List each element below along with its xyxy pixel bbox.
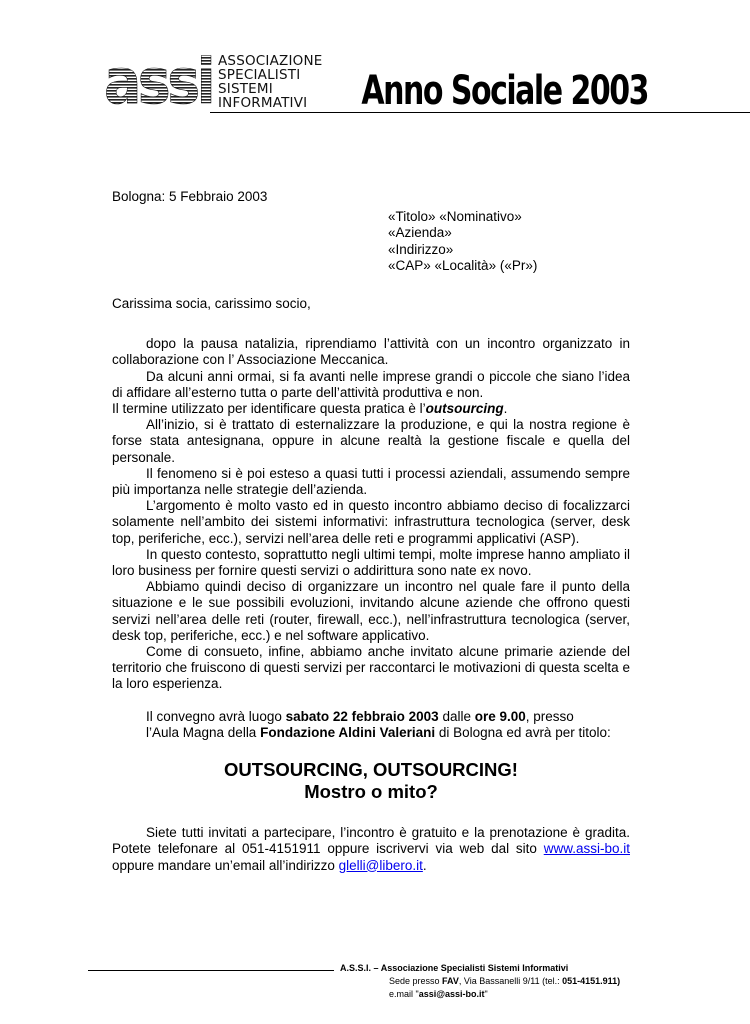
footer-sep: – xyxy=(371,963,381,973)
letterhead xyxy=(100,40,660,120)
event-text: di Bologna ed avrà per titolo: xyxy=(435,724,611,740)
emphasis-outsourcing: outsourcing xyxy=(425,401,504,417)
logo-line: ASSOCIAZIONE xyxy=(218,53,323,69)
footer-phone: 051-4151.911) xyxy=(562,976,621,986)
footer xyxy=(340,962,620,1001)
paragraph: In questo contesto, soprattutto negli ultimi tempi, molte imprese hanno ampliato il loro business per fornire questi servizi o addirittura sono nate ex novo. xyxy=(112,546,631,579)
logo-word: assi xyxy=(104,45,212,118)
event-text: dalle xyxy=(438,708,475,724)
address-line: «Indirizzo» xyxy=(388,241,454,257)
paragraph: Da alcuni anni ormai, si fa avanti nelle imprese grandi o piccole che siano l’idea di affidare all’esterno tutta o parte dell’attività produttiva e non. xyxy=(112,368,630,400)
footer-text: , Via Bassanelli 9/11 (tel.: xyxy=(458,976,563,986)
event-details xyxy=(146,709,630,741)
logo-line: SISTEMI xyxy=(218,81,273,97)
logo-line: INFORMATIVI xyxy=(218,95,308,111)
address-line: «CAP» «Località» («Pr») xyxy=(388,257,538,273)
footer-fav: FAV xyxy=(442,976,459,986)
footer-sede xyxy=(389,975,620,988)
letter-date: Bologna: 5 Febbraio 2003 xyxy=(112,189,268,204)
event-venue: Fondazione Aldini Valeriani xyxy=(260,724,436,740)
event-text: Il convegno avrà luogo xyxy=(146,708,286,724)
event-title-line1: OUTSOURCING, OUTSOURCING! xyxy=(224,759,518,781)
anno-sociale: Anno Sociale 2003 xyxy=(361,67,648,115)
footer-text: " xyxy=(484,989,488,999)
event-text: l’Aula Magna della xyxy=(146,724,261,740)
greeting: Carissima socia, carissimo socio, xyxy=(112,296,311,312)
address-line: «Azienda» xyxy=(388,225,452,241)
closing-paragraph xyxy=(112,825,630,874)
event-line xyxy=(146,709,630,725)
event-line xyxy=(146,725,630,741)
paragraph: L’argomento è molto vasto ed in questo incontro abbiamo deciso di focalizzarci solamente nell’ambito dei sistemi informativi: infrastruttura tecnologica (server, desk top, periferiche, ecc.), servizi nell’area delle reti e programmi applicativi (ASP). xyxy=(112,498,630,546)
logo-line: SPECIALISTI xyxy=(218,67,301,83)
paragraph: All’inizio, si è trattato di esternalizzare la produzione, e qui la nostra regione è forse stata antesignana, oppure in alcune realtà la gestione fiscale e quella del personale. xyxy=(112,417,630,465)
footer-text: e.mail " xyxy=(389,989,419,999)
footer-org-name: Associazione Specialisti Sistemi Informativi xyxy=(380,963,569,973)
event-title xyxy=(112,759,630,803)
paragraph: Come di consueto, infine, abbiamo anche invitato alcune primarie aziende del territorio che fruiscono di questi servizi per raccontarci le motivazioni di questa scelta e la loro esperienza. xyxy=(112,644,630,692)
logo-caption xyxy=(218,54,323,110)
footer-rule xyxy=(88,970,334,971)
closing-text: . xyxy=(422,857,427,873)
paragraph: dopo la pausa natalizia, riprendiamo l’attività con un incontro organizzato in collaborazione con l’ Associazione Meccanica. xyxy=(112,336,630,368)
footer-email xyxy=(389,988,620,1001)
paragraph: Abbiamo quindi deciso di organizzare un incontro nel quale fare il punto della situazione e le sue possibili evoluzioni, invitando alcune aziende che offrono questi servizi nell’area delle reti (router, firewall, ecc.), nell’infrastruttura tecnologica (server, desk top, periferiche, ecc.) e nel software applicativo. xyxy=(112,579,630,643)
paragraph-text: Il termine utilizzato per identificare questa pratica è l’ xyxy=(112,401,426,417)
footer-org xyxy=(340,962,620,975)
footer-abbr: A.S.S.I. xyxy=(340,963,372,973)
paragraph xyxy=(112,401,630,417)
paragraph-text: . xyxy=(503,401,508,417)
event-time: ore 9.00 xyxy=(474,708,526,724)
paragraph: Il fenomeno si è poi esteso a quasi tutti i processi aziendali, assumendo sempre più importanza nelle strategie dell’azienda. xyxy=(112,465,630,498)
address-line: «Titolo» «Nominativo» xyxy=(388,209,522,225)
footer-text: Sede presso xyxy=(389,976,443,986)
footer-email-address: assi@assi-bo.it xyxy=(418,989,485,999)
closing-text: oppure mandare un’email all’indirizzo xyxy=(112,857,339,873)
letter-body xyxy=(112,189,630,874)
email-link[interactable]: glelli@libero.it xyxy=(338,857,423,873)
event-title-line2: Mostro o mito? xyxy=(304,781,438,803)
assi-logo xyxy=(104,45,212,118)
event-text: , presso xyxy=(525,708,574,724)
letter-paragraphs xyxy=(112,336,630,692)
recipient-address xyxy=(388,209,630,274)
website-link[interactable]: www.assi-bo.it xyxy=(543,841,630,857)
closing-text: Siete tutti invitati a partecipare, l’incontro è gratuito e la prenotazione è gradita. Potete telefonare al 051-4151911 oppure iscrivervi via web dal sito xyxy=(112,825,630,857)
event-date: sabato 22 febbraio 2003 xyxy=(285,708,439,724)
